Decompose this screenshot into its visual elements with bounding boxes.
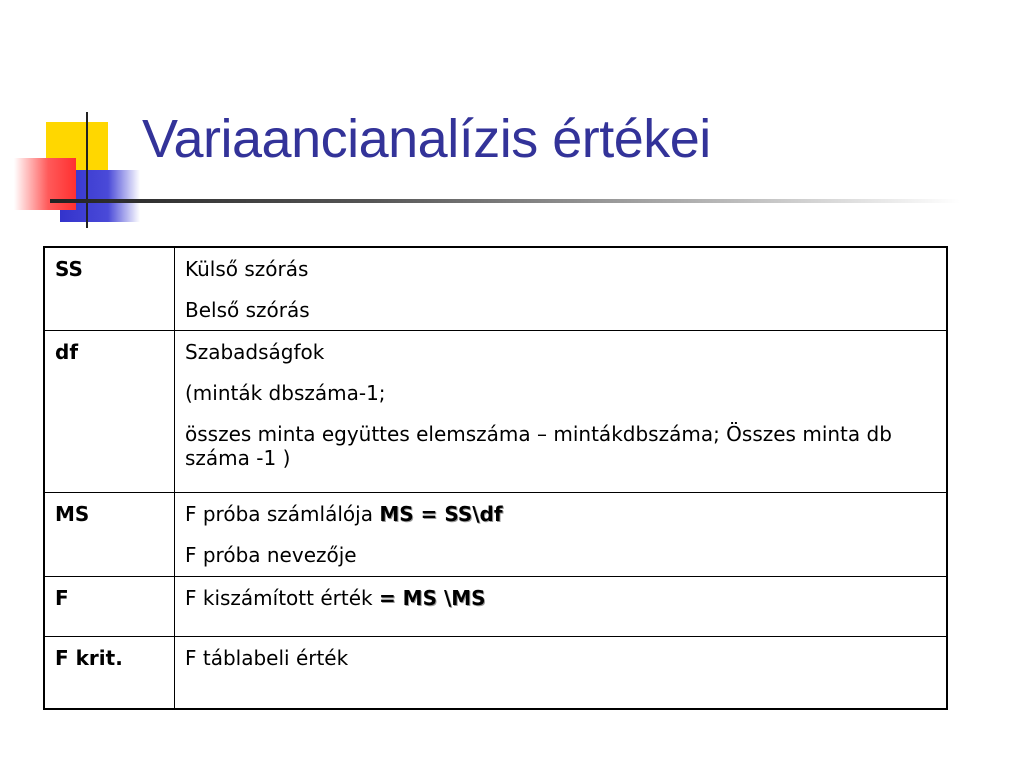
row-key: MS [44,493,175,577]
row-description [175,493,948,577]
description-line: Szabadságfok [185,340,325,364]
title-underline [50,199,960,203]
page-title: Variaancianalízis értékei [142,109,711,169]
row-key: F [44,577,175,637]
f-formula: = MS \MS [378,586,486,610]
description-line [185,502,936,526]
row-key: SS [44,247,175,331]
row-key: df [44,331,175,493]
description-line: Belső szórás [185,298,310,322]
description-text: F kiszámított érték [185,586,379,610]
row-description [175,637,948,710]
description-text: F próba számlálója [185,502,380,526]
row-key: F krit. [44,637,175,710]
description-line: összes minta együttes elemszáma – mintákdbszáma; Összes minta db száma -1 ) [185,422,892,470]
description-line: F próba nevezője [185,543,357,567]
table-row-df [44,331,947,493]
table-row-ss [44,247,947,331]
table-row-f [44,577,947,637]
decorative-logo [0,0,150,240]
row-description [175,331,948,493]
description-line: (minták dbszáma-1; [185,381,386,405]
row-description [175,247,948,331]
description-line: F táblabeli érték [185,646,349,670]
table-row-ms [44,493,947,577]
table-row-f-krit [44,637,947,710]
row-description [175,577,948,637]
description-line: Külső szórás [185,257,309,281]
anova-values-table [43,246,948,710]
description-line [185,586,936,610]
ms-formula: MS = SS\df [379,502,503,526]
